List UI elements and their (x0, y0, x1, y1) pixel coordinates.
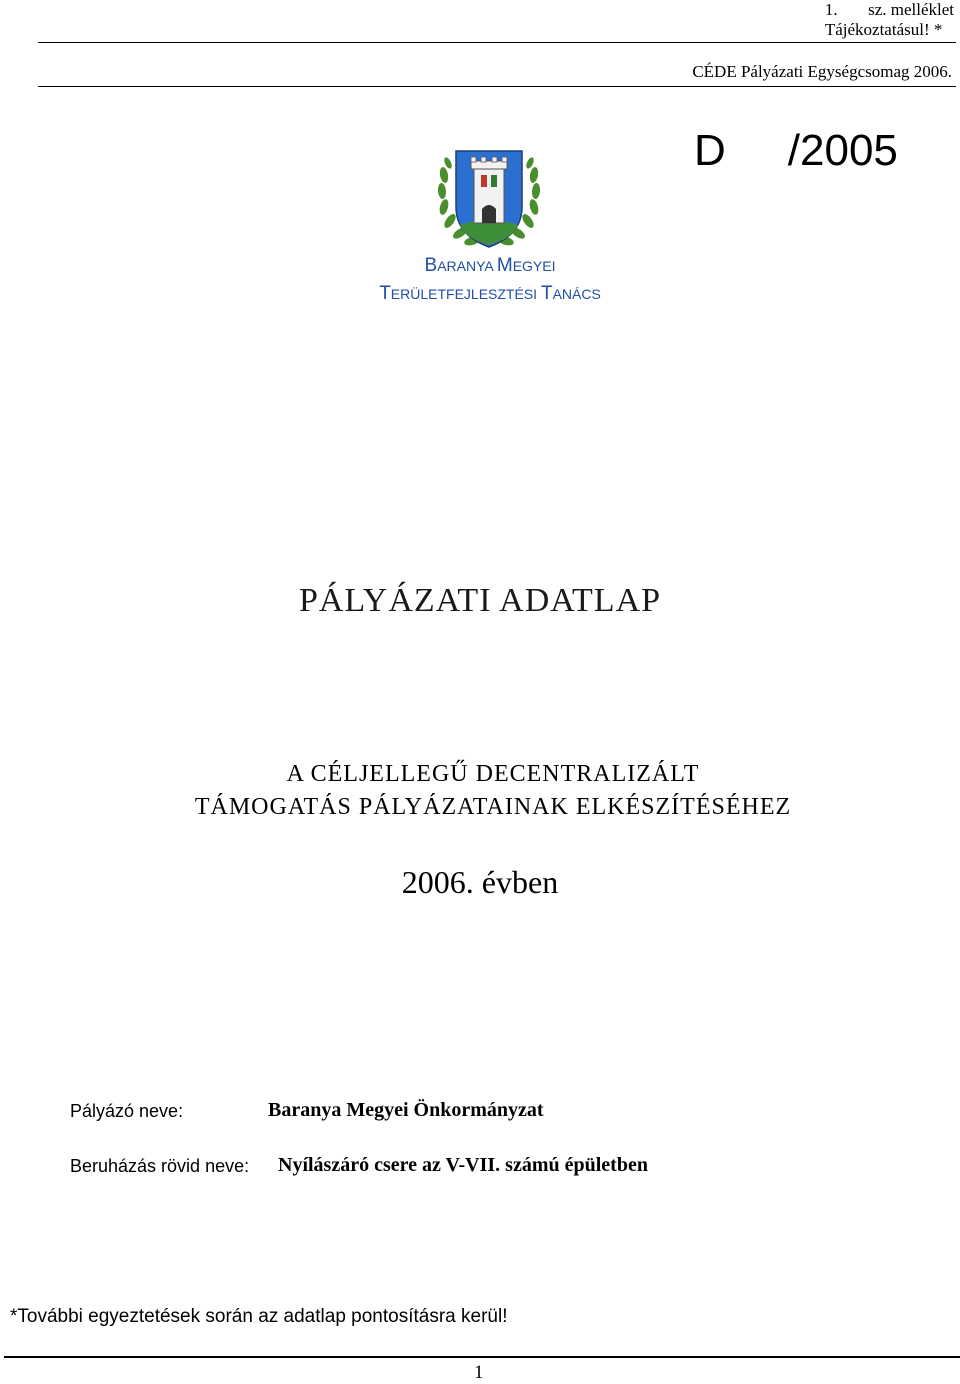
subtitle-line-1: A CÉLJELLEGŰ DECENTRALIZÁLT (286, 761, 700, 787)
page-number: 1 (474, 1362, 484, 1383)
footer-divider (4, 1356, 960, 1358)
investment-value: Nyílászáró csere az V-VII. számú épületben (278, 1154, 648, 1176)
doc-number-suffix: /2005 (787, 126, 898, 175)
investment-label: Beruházás rövid neve: (70, 1156, 250, 1176)
footnote: *További egyeztetések során az adatlap pontosításra kerül! (10, 1306, 508, 1327)
package-title: CÉDE Pályázati Egységcsomag 2006. (692, 62, 952, 81)
annex-label: sz. melléklet (868, 0, 954, 19)
applicant-value: Baranya Megyei Önkormányzat (268, 1099, 544, 1121)
applicant-label: Pályázó neve: (70, 1101, 184, 1121)
header-divider-2 (38, 86, 956, 87)
year-text: 2006. évben (401, 864, 559, 900)
subtitle-line-2: TÁMOGATÁS PÁLYÁZATAINAK ELKÉSZÍTÉSÉHEZ (194, 794, 792, 820)
notice-text: Tájékoztatásul! * (824, 20, 943, 39)
annex-line (825, 0, 954, 20)
organization-name-line-2: TERÜLETFEJLESZTÉSI TANÁCS (379, 283, 601, 304)
header-divider (38, 42, 956, 43)
county-crest-logo (434, 145, 544, 255)
doc-number-prefix: D (694, 126, 726, 175)
document-number (694, 126, 898, 176)
crest-icon (434, 145, 544, 255)
form-title: PÁLYÁZATI ADATLAP (298, 582, 662, 619)
organization-name-line-1: BARANYA MEGYEI (424, 255, 556, 276)
header-annex-block (825, 0, 954, 40)
annex-number: 1. (824, 0, 838, 19)
